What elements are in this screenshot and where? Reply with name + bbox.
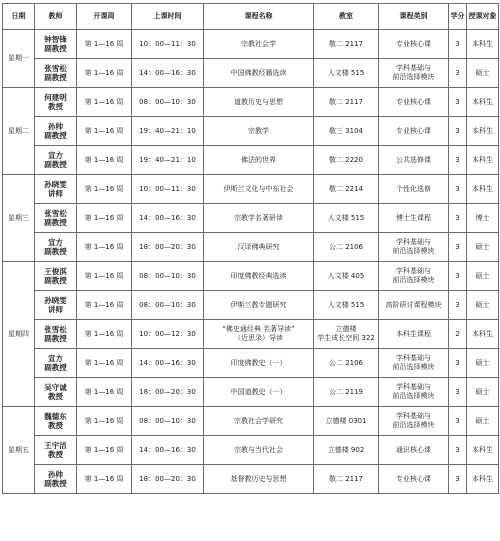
- course-cell: [204, 465, 314, 494]
- audience-cell: 博士: [467, 204, 499, 233]
- course-line: 宗教社会学: [241, 39, 276, 48]
- teacher-line: 孙晓雯: [44, 295, 67, 305]
- course-line: 伊斯兰文化与中东社会: [223, 184, 294, 193]
- category-line: 前沿选择模块: [392, 73, 435, 81]
- room-line: 敬二 2117: [328, 39, 364, 48]
- course-line: 基督教历史与思想: [230, 474, 287, 483]
- header-date: 日期: [3, 4, 35, 30]
- time-cell: 08：00—10：30: [132, 407, 204, 436]
- teacher-line: 张雪松: [44, 324, 67, 334]
- teacher-cell: [35, 204, 77, 233]
- course-cell: [204, 175, 314, 204]
- credit-cell: 3: [449, 204, 467, 233]
- teacher-line: 副教授: [44, 247, 67, 256]
- category-line: 前沿选择模块: [392, 247, 435, 255]
- course-line: 宗教社会学研究: [234, 416, 283, 425]
- category-cell: [379, 407, 449, 436]
- weeks-cell: 第 1—16 周: [77, 233, 132, 262]
- teacher-line: 王宇洁: [44, 440, 67, 450]
- teacher-cell: [35, 59, 77, 88]
- category-cell: [379, 146, 449, 175]
- weeks-cell: 第 1—16 周: [77, 204, 132, 233]
- weeks-cell: 第 1—16 周: [77, 291, 132, 320]
- room-cell: [314, 59, 379, 88]
- weeks-cell: 第 1—16 周: [77, 59, 132, 88]
- credit-cell: 3: [449, 349, 467, 378]
- room-line: 立德楼: [335, 325, 357, 334]
- weeks-cell: 第 1—16 周: [77, 465, 132, 494]
- header-teacher: 教师: [35, 4, 77, 30]
- course-cell: [204, 436, 314, 465]
- teacher-cell: [35, 407, 77, 436]
- course-line: 宗教学名著研读: [234, 213, 283, 222]
- teacher-line: 副教授: [44, 160, 67, 169]
- audience-cell: 本科生: [467, 465, 499, 494]
- course-cell: [204, 349, 314, 378]
- room-line: 人文楼 515: [327, 213, 365, 222]
- teacher-line: 教授: [48, 450, 63, 459]
- day-cell: 星期四: [3, 262, 35, 407]
- category-line: 高阶研讨课程模块: [385, 300, 442, 309]
- teacher-cell: [35, 175, 77, 204]
- room-line: 公二 2119: [328, 387, 364, 396]
- course-cell: [204, 291, 314, 320]
- teacher-line: 孙帅: [48, 121, 63, 131]
- teacher-line: 副教授: [44, 218, 67, 227]
- credit-cell: 2: [449, 320, 467, 349]
- course-line: 印度佛教史（一）: [230, 358, 287, 367]
- audience-cell: 硕士: [467, 233, 499, 262]
- table-row: [3, 291, 499, 320]
- header-credit: 学分: [449, 4, 467, 30]
- room-line: 学生成长空间 322: [317, 334, 375, 342]
- course-cell: [204, 117, 314, 146]
- category-line: 个性化选修: [396, 184, 431, 193]
- teacher-cell: [35, 30, 77, 59]
- audience-cell: 硕士: [467, 349, 499, 378]
- teacher-line: 宣方: [48, 150, 63, 160]
- weeks-cell: 第 1—16 周: [77, 30, 132, 59]
- time-cell: 18：00—20：30: [132, 233, 204, 262]
- category-cell: [379, 175, 449, 204]
- weeks-cell: 第 1—16 周: [77, 88, 132, 117]
- time-cell: 19：40—21：10: [132, 146, 204, 175]
- category-cell: [379, 320, 449, 349]
- table-row: [3, 349, 499, 378]
- teacher-line: 教授: [48, 421, 63, 430]
- day-cell: 星期二: [3, 88, 35, 175]
- teacher-cell: [35, 349, 77, 378]
- credit-cell: 3: [449, 30, 467, 59]
- time-cell: 14：00—16：30: [132, 204, 204, 233]
- room-cell: [314, 30, 379, 59]
- teacher-line: 教授: [48, 102, 63, 111]
- room-cell: [314, 204, 379, 233]
- audience-cell: 硕士: [467, 262, 499, 291]
- room-cell: [314, 436, 379, 465]
- teacher-cell: [35, 88, 77, 117]
- course-cell: [204, 407, 314, 436]
- room-line: 立德楼 902: [327, 445, 365, 454]
- teacher-line: 钟智锋: [44, 34, 67, 44]
- header-category: 课程类别: [379, 4, 449, 30]
- room-line: 敬二 2117: [328, 474, 364, 483]
- category-cell: [379, 291, 449, 320]
- teacher-line: 宣方: [48, 237, 63, 247]
- time-cell: 18：00—20：30: [132, 378, 204, 407]
- table-row: [3, 378, 499, 407]
- teacher-cell: [35, 291, 77, 320]
- category-line: 本科生课程: [396, 329, 431, 338]
- category-line: 前沿选择模块: [392, 421, 435, 429]
- category-line: 学科基础与: [396, 238, 431, 247]
- credit-cell: 3: [449, 59, 467, 88]
- weeks-cell: 第 1—16 周: [77, 407, 132, 436]
- course-line: “佛史通经典 名著导读”: [222, 325, 295, 334]
- course-cell: [204, 146, 314, 175]
- table-row: [3, 175, 499, 204]
- teacher-line: 副教授: [44, 131, 67, 140]
- table-row: [3, 204, 499, 233]
- course-line: 道教历史与思想: [234, 97, 283, 106]
- credit-cell: 3: [449, 146, 467, 175]
- course-schedule-table: [2, 3, 499, 494]
- room-line: 人文楼 405: [327, 271, 365, 280]
- course-line: 宗教学: [248, 126, 269, 135]
- teacher-line: 张雪松: [44, 63, 67, 73]
- teacher-cell: [35, 117, 77, 146]
- weeks-cell: 第 1—16 周: [77, 262, 132, 291]
- room-cell: [314, 262, 379, 291]
- audience-cell: 本科生: [467, 117, 499, 146]
- credit-cell: 3: [449, 436, 467, 465]
- time-cell: 14：00—16：30: [132, 349, 204, 378]
- category-line: 前沿选择模块: [392, 363, 435, 371]
- weeks-cell: 第 1—16 周: [77, 349, 132, 378]
- teacher-line: 魏德东: [44, 411, 67, 421]
- room-cell: [314, 291, 379, 320]
- room-cell: [314, 175, 379, 204]
- room-cell: [314, 465, 379, 494]
- teacher-line: 吴守诚: [44, 382, 67, 392]
- category-cell: [379, 465, 449, 494]
- room-cell: [314, 117, 379, 146]
- audience-cell: 硕士: [467, 291, 499, 320]
- header-course: 课程名称: [204, 4, 314, 30]
- audience-cell: 硕士: [467, 59, 499, 88]
- teacher-cell: [35, 233, 77, 262]
- table-row: [3, 233, 499, 262]
- table-row: [3, 407, 499, 436]
- audience-cell: 硕士: [467, 378, 499, 407]
- credit-cell: 3: [449, 88, 467, 117]
- course-cell: [204, 233, 314, 262]
- category-cell: [379, 204, 449, 233]
- table-row: [3, 465, 499, 494]
- category-line: 学科基础与: [396, 412, 431, 421]
- room-line: 公二 2106: [328, 242, 364, 251]
- time-cell: 14：00—16：30: [132, 436, 204, 465]
- course-cell: [204, 30, 314, 59]
- room-cell: [314, 233, 379, 262]
- audience-cell: 本科生: [467, 175, 499, 204]
- table-row: [3, 320, 499, 349]
- category-line: 前沿选择模块: [392, 276, 435, 284]
- course-cell: [204, 88, 314, 117]
- category-line: 博士生课程: [396, 213, 431, 222]
- category-line: 专业核心课: [396, 474, 431, 483]
- table-row: [3, 262, 499, 291]
- course-cell: [204, 262, 314, 291]
- course-line: 佛法的世界: [241, 155, 276, 164]
- table-row: [3, 436, 499, 465]
- table-row: [3, 59, 499, 88]
- weeks-cell: 第 1—16 周: [77, 436, 132, 465]
- audience-cell: 本科生: [467, 320, 499, 349]
- credit-cell: 3: [449, 291, 467, 320]
- course-line: （近思录）导读: [234, 334, 283, 342]
- course-cell: [204, 59, 314, 88]
- header-row: [3, 4, 499, 30]
- teacher-line: 王俊淇: [44, 266, 67, 276]
- room-line: 人文楼 515: [327, 68, 365, 77]
- audience-cell: 硕士: [467, 407, 499, 436]
- teacher-line: 孙晓雯: [44, 179, 67, 189]
- credit-cell: 3: [449, 233, 467, 262]
- category-cell: [379, 349, 449, 378]
- category-cell: [379, 233, 449, 262]
- day-cell: 星期三: [3, 175, 35, 262]
- audience-cell: 本科生: [467, 88, 499, 117]
- room-cell: [314, 349, 379, 378]
- room-cell: [314, 378, 379, 407]
- room-line: 敬二 2117: [328, 97, 364, 106]
- category-line: 学科基础与: [396, 64, 431, 73]
- room-line: 人文楼 515: [327, 300, 365, 309]
- weeks-cell: 第 1—16 周: [77, 117, 132, 146]
- header-audience: 授课对象: [467, 4, 499, 30]
- category-line: 专业核心课: [396, 39, 431, 48]
- category-line: 学科基础与: [396, 267, 431, 276]
- category-cell: [379, 88, 449, 117]
- time-cell: 08：00—10：30: [132, 291, 204, 320]
- teacher-cell: [35, 436, 77, 465]
- course-line: 伊斯兰教专题研究: [230, 300, 287, 309]
- credit-cell: 3: [449, 465, 467, 494]
- course-cell: [204, 378, 314, 407]
- room-line: 公二 2106: [328, 358, 364, 367]
- audience-cell: 本科生: [467, 146, 499, 175]
- schedule-body: [3, 30, 499, 494]
- time-cell: 19：40—21：10: [132, 117, 204, 146]
- teacher-line: 副教授: [44, 479, 67, 488]
- weeks-cell: 第 1—16 周: [77, 320, 132, 349]
- room-line: 敬二 2220: [328, 155, 364, 164]
- teacher-cell: [35, 262, 77, 291]
- audience-cell: 本科生: [467, 30, 499, 59]
- course-cell: [204, 204, 314, 233]
- header-weeks: 开课周: [77, 4, 132, 30]
- weeks-cell: 第 1—16 周: [77, 378, 132, 407]
- time-cell: 08：00—10：30: [132, 88, 204, 117]
- teacher-line: 副教授: [44, 363, 67, 372]
- room-cell: [314, 407, 379, 436]
- teacher-line: 教授: [48, 392, 63, 401]
- category-cell: [379, 59, 449, 88]
- credit-cell: 3: [449, 175, 467, 204]
- room-line: 敬三 3104: [328, 126, 364, 135]
- category-line: 学科基础与: [396, 383, 431, 392]
- room-cell: [314, 88, 379, 117]
- table-row: [3, 88, 499, 117]
- category-line: 通识核心课: [396, 445, 431, 454]
- teacher-line: 讲师: [48, 305, 63, 314]
- teacher-cell: [35, 378, 77, 407]
- category-cell: [379, 117, 449, 146]
- teacher-line: 副教授: [44, 276, 67, 285]
- teacher-cell: [35, 146, 77, 175]
- table-row: [3, 117, 499, 146]
- room-cell: [314, 320, 379, 349]
- time-cell: 10：00—12：30: [132, 320, 204, 349]
- course-line: 宗教与当代社会: [234, 445, 283, 454]
- header-time: 上课时间: [132, 4, 204, 30]
- day-cell: 星期一: [3, 30, 35, 88]
- teacher-cell: [35, 320, 77, 349]
- credit-cell: 3: [449, 378, 467, 407]
- weeks-cell: 第 1—16 周: [77, 175, 132, 204]
- credit-cell: 3: [449, 407, 467, 436]
- time-cell: 10：00—11：30: [132, 175, 204, 204]
- time-cell: 08：00—10：30: [132, 262, 204, 291]
- teacher-line: 孙帅: [48, 469, 63, 479]
- category-line: 前沿选择模块: [392, 392, 435, 400]
- header-room: 教室: [314, 4, 379, 30]
- day-cell: 星期五: [3, 407, 35, 494]
- course-line: 汉译佛典研究: [237, 242, 280, 251]
- time-cell: 18：00—20：30: [132, 465, 204, 494]
- credit-cell: 3: [449, 262, 467, 291]
- teacher-line: 何建明: [44, 92, 67, 102]
- room-line: 敬二 2214: [328, 184, 364, 193]
- audience-cell: 本科生: [467, 436, 499, 465]
- room-cell: [314, 146, 379, 175]
- table-row: [3, 30, 499, 59]
- teacher-line: 讲师: [48, 189, 63, 198]
- course-line: 中国道教史（一）: [230, 387, 287, 396]
- teacher-cell: [35, 465, 77, 494]
- category-line: 学科基础与: [396, 354, 431, 363]
- time-cell: 10：00—11：30: [132, 30, 204, 59]
- credit-cell: 3: [449, 117, 467, 146]
- category-cell: [379, 30, 449, 59]
- category-cell: [379, 378, 449, 407]
- category-line: 专业核心课: [396, 97, 431, 106]
- teacher-line: 张雪松: [44, 208, 67, 218]
- category-line: 公共选修课: [396, 155, 431, 164]
- teacher-line: 副教授: [44, 334, 67, 343]
- teacher-line: 宣方: [48, 353, 63, 363]
- category-cell: [379, 436, 449, 465]
- teacher-line: 副教授: [44, 44, 67, 53]
- room-line: 立德楼 0301: [325, 416, 367, 425]
- time-cell: 14：00—16：30: [132, 59, 204, 88]
- category-line: 专业核心课: [396, 126, 431, 135]
- weeks-cell: 第 1—16 周: [77, 146, 132, 175]
- course-line: 中国佛教经籍选读: [230, 68, 287, 77]
- course-line: 印度佛教经典选读: [230, 271, 287, 280]
- course-cell: [204, 320, 314, 349]
- table-row: [3, 146, 499, 175]
- teacher-line: 副教授: [44, 73, 67, 82]
- category-cell: [379, 262, 449, 291]
